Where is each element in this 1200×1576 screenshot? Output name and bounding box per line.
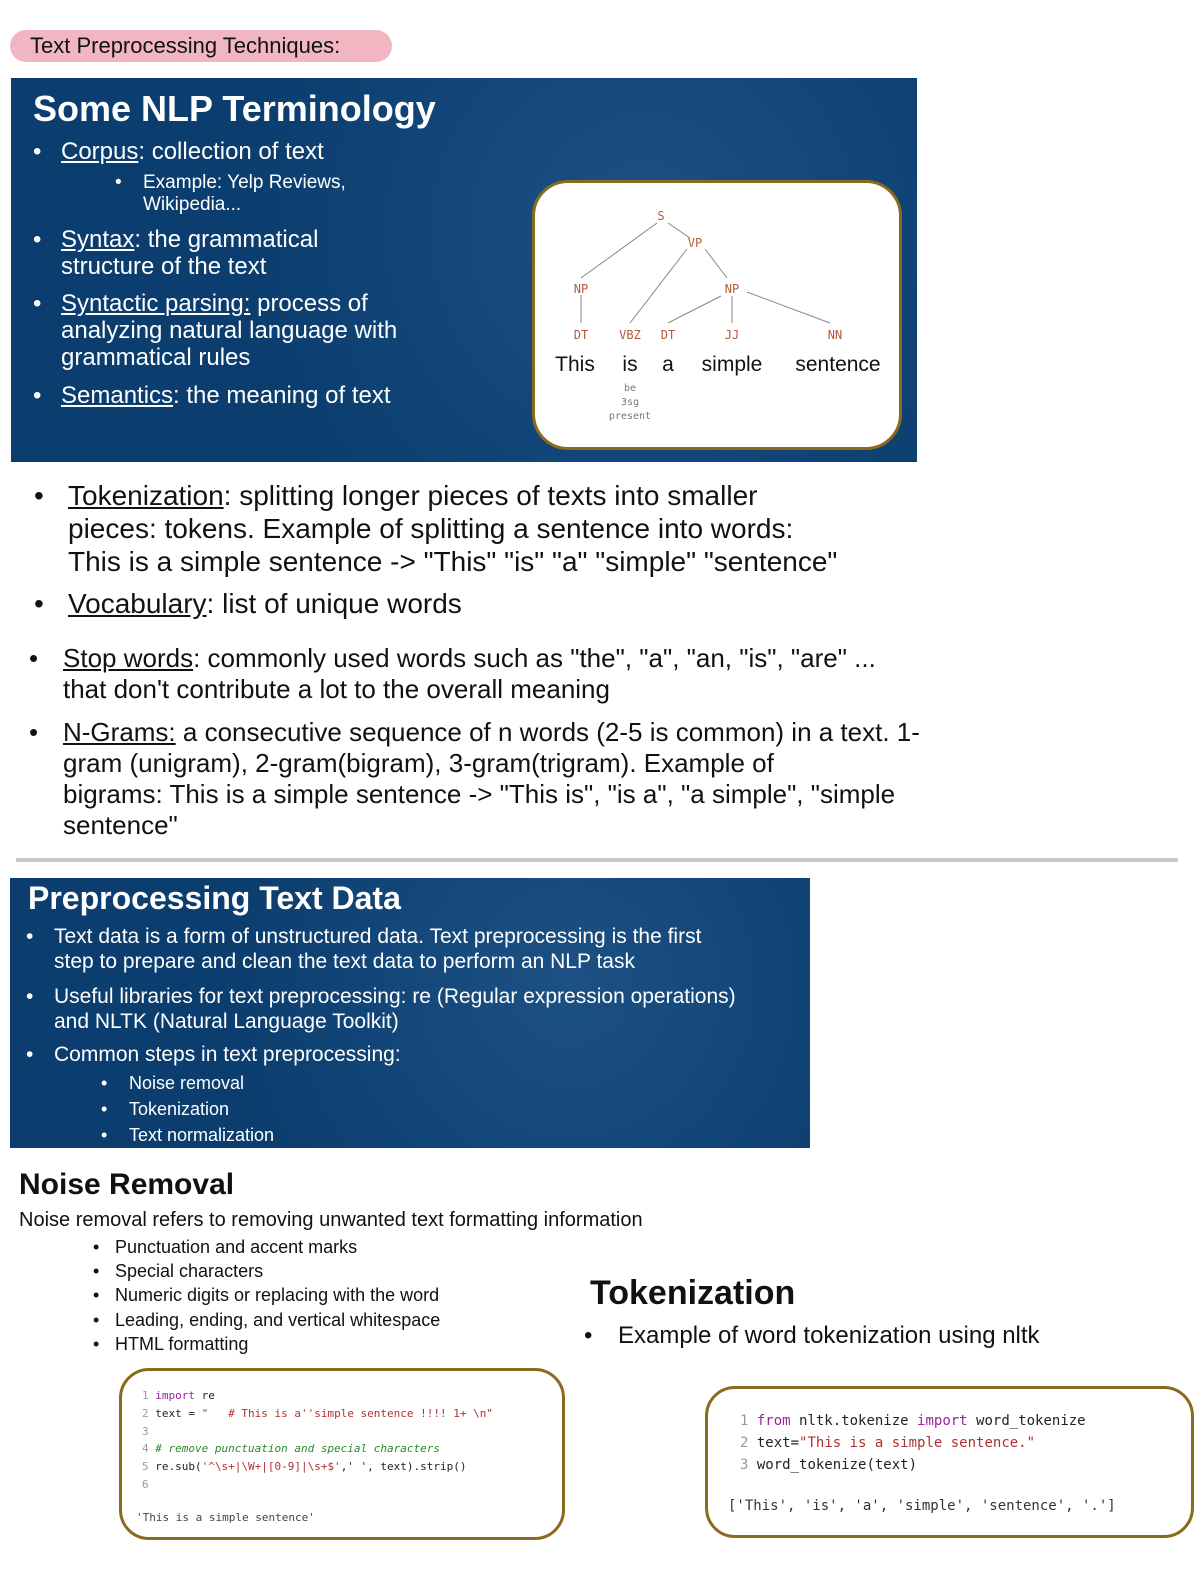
- code-line-2: [740, 1435, 1035, 1451]
- semantics-term: Semantics: [61, 382, 174, 409]
- code-keyword: import: [155, 1389, 195, 1402]
- slide-title: Preprocessing Text Data: [28, 880, 401, 916]
- noise-removal-heading: Noise Removal: [19, 1168, 235, 1201]
- code-line-1: [740, 1413, 1086, 1429]
- code-string: '^\s+|\W+|[0-9]|\s+$': [201, 1460, 341, 1473]
- line-number: 6: [142, 1478, 149, 1491]
- tree-tag: DT: [573, 328, 589, 342]
- syntax-def-1: : the grammatical: [134, 226, 319, 253]
- tree-word: simple: [701, 353, 763, 376]
- tree-node-s: S: [657, 209, 665, 223]
- noise-code-snippet: [119, 1368, 565, 1540]
- noise-item: • Leading, ending, and vertical whitespace: [115, 1310, 440, 1331]
- code-text: word_tokenize(text): [756, 1457, 918, 1473]
- syntax-def-2: structure of the text: [61, 253, 267, 280]
- tokenization-term: Tokenization: [68, 480, 224, 511]
- tokenization-example-bullet: • Example of word tokenization using nltk: [618, 1322, 1040, 1350]
- tree-tag: NN: [827, 328, 843, 342]
- corpus-def: : collection of text: [138, 138, 324, 165]
- line-number: 1: [142, 1389, 149, 1402]
- section-heading-pill: Text Preprocessing Techniques:: [10, 30, 392, 62]
- tree-morph-2: present: [608, 411, 652, 422]
- vocabulary-term: Vocabulary: [68, 588, 207, 619]
- corpus-term: Corpus: [61, 138, 139, 165]
- tokenization-line2: pieces: tokens. Example of splitting a sentence into words:: [68, 513, 794, 544]
- bullet1-line1: Text data is a form of unstructured data. Text preprocessing is the first: [54, 925, 702, 948]
- code-text: text=: [756, 1435, 800, 1451]
- tree-word: is: [622, 353, 638, 376]
- preprocessing-bullet-2: [54, 984, 736, 1034]
- tree-node-np2: NP: [724, 282, 740, 296]
- code-line-3: [740, 1457, 917, 1473]
- tree-node-np1: NP: [573, 282, 589, 296]
- code-string: ": [201, 1407, 229, 1420]
- line-number: 2: [740, 1435, 749, 1451]
- bullet1-line2: step to prepare and clean the text data to perform an NLP task: [54, 950, 635, 973]
- code-output: 'This is a simple sentence': [136, 1511, 315, 1524]
- tree-morph-1: 3sg: [620, 397, 640, 408]
- ngrams-line3: bigrams: This is a simple sentence -> "This is", "is a", "a simple", "simple: [63, 779, 896, 809]
- ngrams-line2: gram (unigram), 2-gram(bigram), 3-gram(trigram). Example of: [63, 748, 774, 778]
- noise-item: • HTML formatting: [115, 1334, 248, 1355]
- code-keyword: import: [917, 1413, 968, 1429]
- noise-item: • Punctuation and accent marks: [115, 1237, 357, 1258]
- code-line-3: [142, 1425, 149, 1438]
- code-text: re.sub(: [155, 1460, 202, 1473]
- corpus-example-line2: Wikipedia...: [143, 194, 242, 215]
- step-item: • Noise removal: [129, 1073, 244, 1094]
- parsing-def-3: grammatical rules: [61, 344, 251, 371]
- tree-word: This: [555, 353, 595, 376]
- step-item: • Tokenization: [129, 1099, 229, 1120]
- tree-tag: JJ: [724, 328, 740, 342]
- bullet2-line1: Useful libraries for text preprocessing: re (Regular expression operations): [54, 985, 736, 1008]
- stop-words-bullet: [63, 643, 876, 705]
- line-number: 1: [740, 1413, 749, 1429]
- code-output: ['This', 'is', 'a', 'simple', 'sentence', '.']: [728, 1498, 1116, 1514]
- line-number: 3: [740, 1457, 749, 1473]
- tree-word: sentence: [795, 353, 881, 376]
- line-number: 5: [142, 1460, 149, 1473]
- line-number: 3: [142, 1425, 149, 1438]
- tokenization-line3: This is a simple sentence -> "This" "is" "a" "simple" "sentence": [68, 546, 838, 577]
- code-line-2: [142, 1407, 493, 1420]
- syntax-term: Syntax: [61, 226, 135, 253]
- line-number: 2: [142, 1407, 149, 1420]
- tree-word: a: [662, 353, 674, 376]
- vocabulary-def: : list of unique words: [206, 588, 462, 619]
- step-item: • Text normalization: [129, 1125, 274, 1146]
- parsing-term: Syntactic parsing:: [61, 290, 251, 317]
- code-text: word_tokenize: [967, 1413, 1086, 1429]
- parsing-def-2: analyzing natural language with: [61, 317, 398, 344]
- parse-tree-card: [532, 180, 902, 450]
- code-line-1: [142, 1389, 215, 1402]
- ngrams-bullet: [63, 717, 920, 841]
- parsing-def-1: process of: [250, 290, 368, 317]
- parsing-bullet: [61, 290, 397, 371]
- semantics-def: : the meaning of text: [173, 382, 391, 409]
- corpus-example: [143, 172, 346, 194]
- preprocessing-bullet-3: • Common steps in text preprocessing:: [54, 1043, 401, 1067]
- line-number: 4: [142, 1442, 149, 1455]
- parse-tree-diagram: [535, 183, 899, 447]
- noise-item: • Special characters: [115, 1261, 263, 1282]
- tree-node-vp: VP: [687, 236, 703, 250]
- code-text: re: [195, 1389, 215, 1402]
- preprocessing-bullet-1: [54, 924, 701, 974]
- slide-title: Some NLP Terminology: [33, 88, 436, 129]
- code-keyword: from: [756, 1413, 791, 1429]
- vocabulary-bullet: [68, 588, 462, 620]
- tokenize-code-snippet: [705, 1386, 1194, 1538]
- tokenization-heading: Tokenization: [590, 1274, 796, 1312]
- ngrams-term: N-Grams:: [63, 717, 176, 747]
- tree-tag: VBZ: [619, 328, 641, 342]
- code-text: ,' ', text).strip(): [340, 1460, 467, 1473]
- syntax-bullet: [61, 226, 318, 280]
- stop-words-line1: : commonly used words such as "the", "a", "an, "is", "are" ...: [193, 643, 876, 673]
- ngrams-line4: sentence": [63, 810, 178, 840]
- noise-item: • Numeric digits or replacing with the word: [115, 1285, 439, 1306]
- noise-removal-intro: Noise removal refers to removing unwanted text formatting information: [19, 1209, 643, 1231]
- code-line-6: [142, 1478, 149, 1491]
- corpus-example-line1: Example: Yelp Reviews,: [143, 172, 346, 193]
- section-divider: [16, 858, 1178, 862]
- code-text: text =: [155, 1407, 202, 1420]
- stop-words-term: Stop words: [63, 643, 194, 673]
- tree-lemma: be: [623, 383, 637, 394]
- bullet2-line2: and NLTK (Natural Language Toolkit): [54, 1010, 399, 1033]
- code-string: # This is a''simple sentence !!!! 1+ \n": [228, 1407, 494, 1420]
- code-text: nltk.tokenize: [790, 1413, 918, 1429]
- corpus-bullet: [61, 138, 324, 166]
- tokenization-bullet: [68, 479, 837, 578]
- semantics-bullet: [61, 382, 391, 410]
- code-line-4: [142, 1442, 440, 1455]
- code-line-5: [142, 1460, 467, 1473]
- tree-tag: DT: [660, 328, 676, 342]
- code-comment: # remove punctuation and special characters: [155, 1442, 441, 1455]
- tokenization-line1: : splitting longer pieces of texts into smaller: [223, 480, 758, 511]
- code-string: "This is a simple sentence.": [799, 1435, 1036, 1451]
- ngrams-line1: a consecutive sequence of n words (2-5 is common) in a text. 1-: [175, 717, 920, 747]
- stop-words-line2: that don't contribute a lot to the overall meaning: [63, 674, 610, 704]
- preprocessing-slide: [10, 878, 810, 1148]
